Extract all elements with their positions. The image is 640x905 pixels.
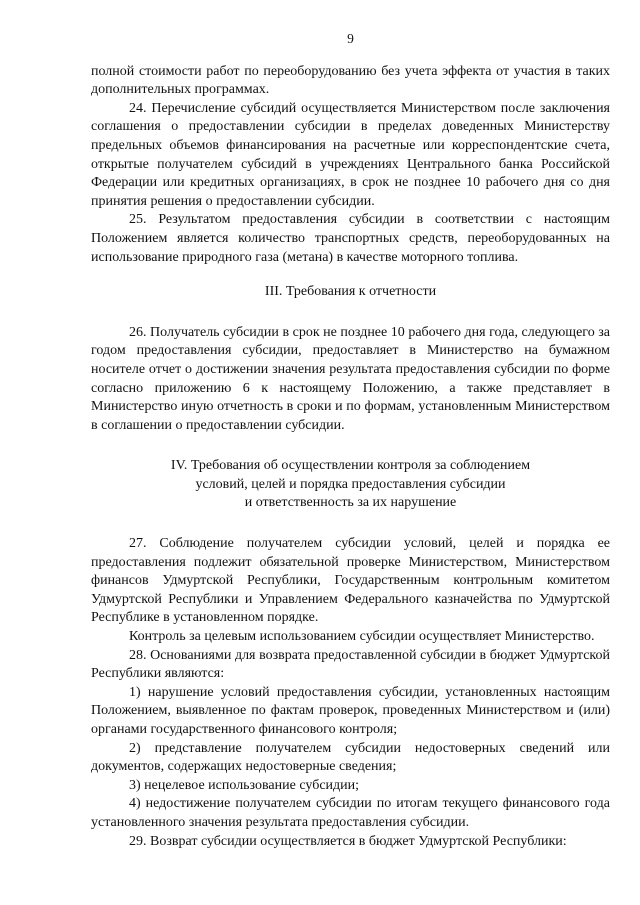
list-item-4: 4) недостижение получателем субсидии по итогам текущего финансового года установленного значения результата предоставления субсидии. xyxy=(91,796,610,830)
paragraph-24: 24. Перечисление субсидий осуществляется Министерством после заключения соглашения о предоставлении субсидии в пределах доведенных Министерству предельных объемов финансирования на расчетные или корреспондентские счета, открытые получателем субсидий в учреждениях Центрального банка Российской Федерации или кредитных организациях, в срок не позднее 10 рабочего дня со дня принятия решения о предоставлении субсидии. xyxy=(91,100,610,209)
paragraph-28: 28. Основаниями для возврата предоставленной субсидии в бюджет Удмуртской Республики являются: xyxy=(91,647,610,682)
page-number: 9 xyxy=(347,31,354,46)
list-item-3: 3) нецелевое использование субсидии; xyxy=(129,777,360,793)
section-4-heading-line-1: IV. Требования об осуществлении контроля за соблюдением xyxy=(170,458,531,474)
paragraph-continuation: полной стоимости работ по переоборудованию без учета эффекта от участия в таких дополнительных программах. xyxy=(91,63,610,98)
paragraph-29: 29. Возврат субсидии осуществляется в бюджет Удмуртской Республики: xyxy=(129,833,567,849)
section-4-heading-line-2: условий, целей и порядка предоставления субсидии xyxy=(195,476,506,492)
paragraph-25: 25. Результатом предоставления субсидии в соответствии с настоящим Положением является количество транспортных средств, переоборудованных на использование природного газа (метана) в качестве моторного топлива. xyxy=(91,212,610,265)
paragraph-26: 26. Получатель субсидии в срок не позднее 10 рабочего дня года, следующего за годом предоставления субсидии, предоставляет в Министерство на бумажном носителе отчет о достижении значения результата предоставления субсидии по форме согласно приложению 6 к настоящему Положению, а также представляет в Министерство иную отчетность в сроки и по формам, установленным Министерством в соглашении о предоставлении субсидии. xyxy=(91,324,610,433)
list-item-1: 1) нарушение условий предоставления субсидии, установленных настоящим Положением, выявленное по фактам проверок, проведенных Министерством и (или) органами государственного финансового контроля; xyxy=(91,684,610,737)
section-3-heading: III. Требования к отчетности xyxy=(264,284,437,300)
section-4-heading xyxy=(91,457,610,513)
list-item-2: 2) представление получателем субсидии недостоверных сведений или документов, содержащих недостоверные сведения; xyxy=(91,740,610,775)
paragraph-27-control: Контроль за целевым использованием субсидии осуществляет Министерство. xyxy=(129,629,595,645)
paragraph-27: 27. Соблюдение получателем субсидии условий, целей и порядка ее предоставления подлежит обязательной проверке Министерством, Министерством финансов Удмуртской Республики, Государственным контрольным комитетом Удмуртской Республики и Управлением Федерального казначейства по Удмуртской Республике в установленном порядке. xyxy=(91,536,610,626)
section-4-heading-line-3: и ответственность за их нарушение xyxy=(244,495,457,511)
